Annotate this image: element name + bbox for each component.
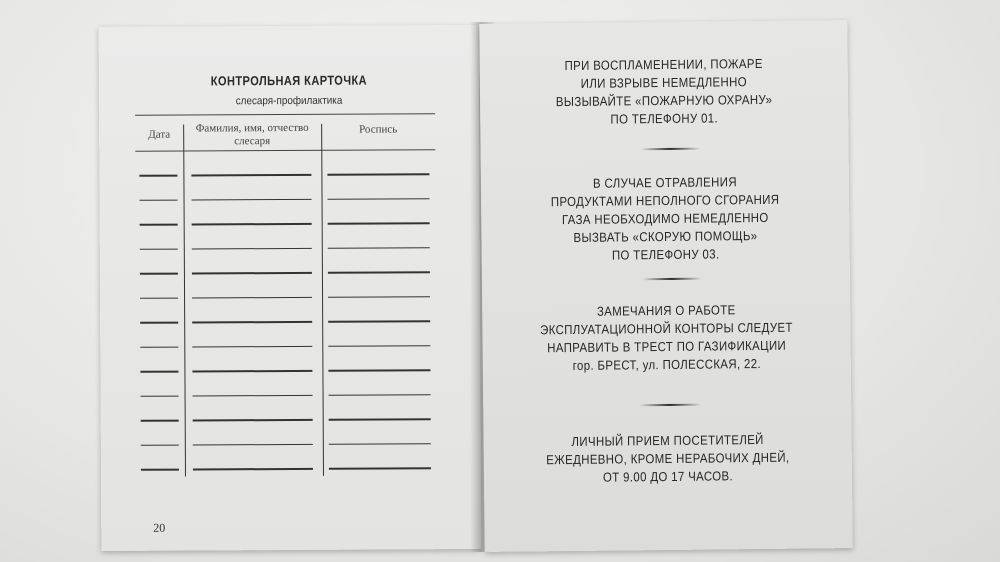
table-row-line bbox=[328, 296, 430, 298]
complaints-notice: ЗАМЕЧАНИЯ О РАБОТЕ ЭКСПЛУАТАЦИОННОЙ КОНТОРЫ СЛЕДУЕТ НАПРАВИТЬ В ТРЕСТ ПО ГАЗИФИКАЦИИ гор. БРЕСТ, ул. ПОЛЕССКАЯ, 22. bbox=[540, 302, 793, 373]
right-page bbox=[479, 20, 853, 552]
table-row-line bbox=[140, 322, 178, 324]
table-row-line bbox=[328, 271, 430, 273]
table-row-line bbox=[140, 297, 178, 299]
column-divider bbox=[183, 125, 186, 477]
table-row-line bbox=[192, 345, 312, 347]
column-divider bbox=[321, 124, 324, 476]
table-row-line bbox=[141, 469, 179, 471]
table-row-line bbox=[328, 247, 430, 249]
table-row-line bbox=[328, 198, 430, 200]
table-row-line bbox=[193, 394, 313, 396]
table-row-line bbox=[140, 224, 178, 226]
table-row-line bbox=[141, 444, 179, 446]
table-row-line bbox=[328, 369, 430, 371]
table-row-line bbox=[328, 222, 430, 224]
table-row-line bbox=[327, 173, 429, 175]
ornamental-divider bbox=[639, 404, 701, 407]
table-row-line bbox=[329, 467, 431, 469]
table-row-line bbox=[193, 419, 313, 421]
table-row-line bbox=[192, 296, 312, 298]
ornamental-divider bbox=[641, 148, 701, 151]
table-row-line bbox=[140, 273, 178, 275]
table-row-line bbox=[329, 443, 431, 445]
reception-hours-notice: ЛИЧНЫЙ ПРИЕМ ПОСЕТИТЕЛЕЙ ЕЖЕДНЕВНО, КРОМЕ НЕРАБОЧИХ ДНЕЙ, ОТ 9.00 ДО 17 ЧАСОВ. bbox=[546, 431, 790, 485]
poisoning-notice: В СЛУЧАЕ ОТРАВЛЕНИЯ ПРОДУКТАМИ НЕПОЛНОГО СГОРАНИЯ ГАЗА НЕОБХОДИМО НЕМЕДЛЕННО ВЫЗВАТЬ «СКОРУЮ ПОМОЩЬ» ПО ТЕЛЕФОНУ 03. bbox=[550, 174, 780, 263]
table-row-line bbox=[140, 371, 178, 373]
table-row-line bbox=[329, 394, 431, 396]
table-row-line bbox=[140, 248, 178, 250]
table-row-line bbox=[141, 395, 179, 397]
table-row-line bbox=[192, 198, 312, 200]
table-row-line bbox=[329, 418, 431, 420]
fire-notice: ПРИ ВОСПЛАМЕНЕНИИ, ПОЖАРЕ ИЛИ ВЗРЫВЕ НЕМЕДЛЕННО ВЫЗЫВАЙТЕ «ПОЖАРНУЮ ОХРАНУ» ПО ТЕЛЕФОНУ 01. bbox=[555, 55, 773, 127]
control-card-table bbox=[135, 113, 437, 485]
table-row-line bbox=[192, 223, 312, 225]
left-page bbox=[99, 25, 482, 551]
table-row-line bbox=[139, 175, 177, 177]
table-top-rule bbox=[135, 113, 435, 116]
table-row-line bbox=[192, 247, 312, 249]
card-title: КОНТРОЛЬНАЯ КАРТОЧКА bbox=[210, 72, 368, 89]
table-row-line bbox=[192, 272, 312, 274]
column-header-name: Фамилия, имя, отчество слесаря bbox=[195, 121, 309, 148]
table-header-rule bbox=[135, 149, 435, 152]
ornamental-divider bbox=[642, 278, 702, 281]
table-row-line bbox=[328, 345, 430, 347]
page-number: 20 bbox=[153, 520, 166, 535]
table-row-line bbox=[193, 468, 313, 470]
table-row-line bbox=[192, 321, 312, 323]
column-header-signature: Роспись bbox=[359, 123, 398, 136]
table-row-line bbox=[140, 199, 178, 201]
column-header-date: Дата bbox=[148, 128, 171, 141]
table-row-line bbox=[192, 370, 312, 372]
table-row-line bbox=[193, 443, 313, 445]
card-subtitle: слесаря-профилактика bbox=[235, 94, 343, 108]
table-row-line bbox=[140, 346, 178, 348]
table-row-line bbox=[328, 320, 430, 322]
table-row-line bbox=[141, 420, 179, 422]
table-row-line bbox=[191, 174, 311, 176]
